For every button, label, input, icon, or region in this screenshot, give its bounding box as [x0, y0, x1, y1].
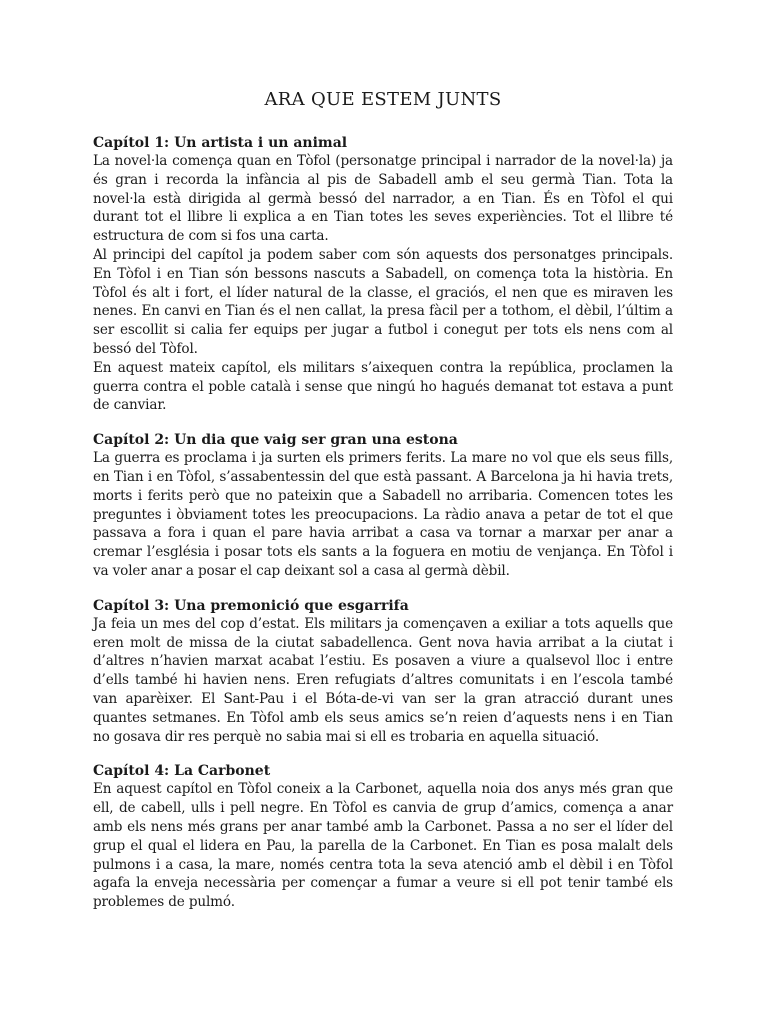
- chapter-paragraph: En aquest capítol en Tòfol coneix a la Carbonet, aquella noia dos anys més gran que ell, de cabell, ulls i pell negre. En Tòfol es canvia de grup d’amics, comença a anar amb els nens més grans per anar també amb la Carbonet. Passa a no ser el líder del grup el qual el lidera en Pau, la parella de la Carbonet. En Tian es posa malalt dels pulmons i a casa, la mare, només centra tota la seva atenció amb el dèbil i en Tòfol agafa la enveja necessària per començar a fumar a veure si ell pot tenir també els problemes de pulmó.: [93, 781, 673, 911]
- chapter-heading: Capítol 3: Una premonició que esgarrifa: [93, 597, 409, 614]
- chapter-4: [93, 762, 673, 912]
- chapter-paragraph: La novel·la comença quan en Tòfol (personatge principal i narrador de la novel·la) ja és gran i recorda la infància al pis de Sabadell amb el seu germà Tian. Tota la novel·la està dirigida al germà bessó del narrador, a en Tian. És en Tòfol el qui durant tot el llibre li explica a en Tian totes les seves experiències. Tot el llibre té estructura de com si fos una carta.: [93, 153, 673, 245]
- chapter-1: [93, 134, 673, 415]
- chapter-3: [93, 597, 673, 747]
- chapter-heading: Capítol 1: Un artista i un animal: [93, 135, 348, 151]
- chapter-paragraph: Al principi del capítol ja podem saber com són aquests dos personatges principals. En Tòfol i en Tian són bessons nascuts a Sabadell, on comença tota la història. En Tòfol és alt i fort, el líder natural de la classe, el graciós, el nen que es miraven les nenes. En canvi en Tian és el nen callat, la presa fàcil per a tothom, el dèbil, l’últim a ser escollit si calia fer equips per jugar a futbol i conegut per tots els nens com al bessó del Tòfol.: [93, 246, 673, 357]
- document-title: ARA QUE ESTEM JUNTS: [264, 89, 502, 110]
- chapter-heading: Capítol 2: Un dia que vaig ser gran una estona: [93, 432, 458, 449]
- chapter-heading: Capítol 4: La Carbonet: [93, 763, 271, 780]
- chapter-paragraph: La guerra es proclama i ja surten els primers ferits. La mare no vol que els seus fills, en Tian i en Tòfol, s’assabentessin del que està passant. A Barcelona ja hi havia trets, morts i ferits però que no pateixin que a Sabadell no arribaria. Comencen totes les preguntes i òbviament totes les preocupacions. La ràdio anava a petar de tot el que passava a fora i quan el pare havia arribat a casa va tornar a marxar per anar a cremar l’església i posar tots els sants a la foguera en motiu de venjança. En Tòfol i va voler anar a posar el cap deixant sol a casa al germà dèbil.: [93, 450, 673, 579]
- document-page: [93, 88, 673, 928]
- chapter-paragraph: En aquest mateix capítol, els militars s’aixequen contra la república, proclamen la guerra contra el poble català i sense que ningú ho hagués demanat tot estava a punt de canviar.: [93, 359, 673, 414]
- chapter-2: [93, 431, 673, 581]
- chapter-paragraph: Ja feia un mes del cop d’estat. Els militars ja començaven a exiliar a tots aquells que eren molt de missa de la ciutat sabadellenca. Gent nova havia arribat a la ciutat i d’altres n’havien marxat acabat l’estiu. Es posaven a viure a qualsevol lloc i entre d’ells també hi havien nens. Eren refugiats d’altres comunitats i en l’escola també van aparèixer. El Sant-Pau i el Bóta-de-vi van ser la gran atracció durant unes quantes setmanes. En Tòfol amb els seus amics se’n reien d’aquests nens i en Tian no gosava dir res perquè no sabia mai si ell es trobaria en aquella situació.: [93, 615, 673, 745]
